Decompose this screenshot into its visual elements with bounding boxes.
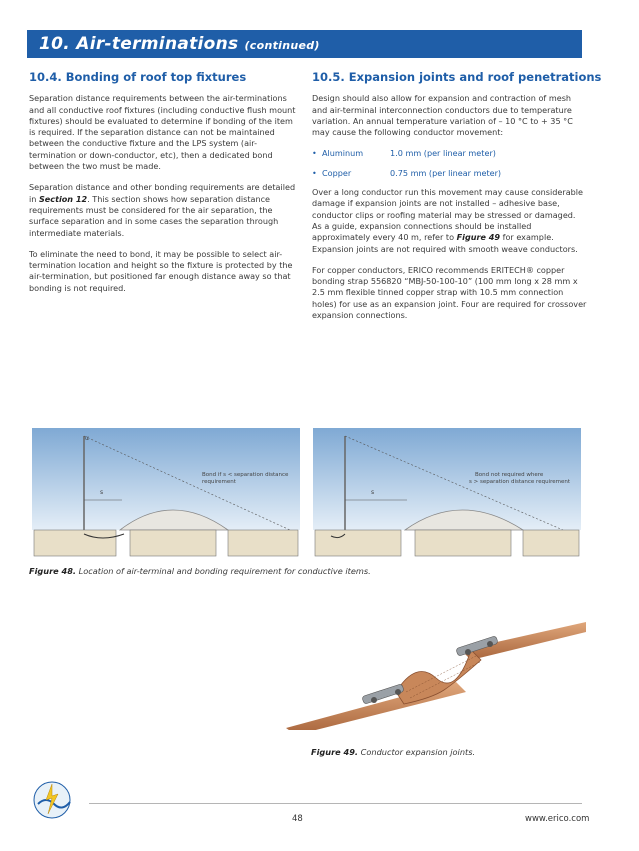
lightning-globe-icon [30,778,74,822]
figure-49-link[interactable]: Figure 49 [456,232,501,243]
roof-block [130,530,216,556]
bolt [395,689,401,695]
figure-48-caption-text: Location of air-terminal and bonding requirement for conductive items. [76,566,371,576]
figure-48-right-diagram [313,428,581,558]
bolt [487,641,493,647]
paragraph-text: Over a long conductor run this movement may cause considerable damage if expansion joints are not installed – adhesive base, conductor clips or roofing material may be stressed or damaged. As a guide, expansion connections should be installed approximately every 40 m, refer to [312,187,584,243]
left-column [29,72,297,304]
bond-label-line-1: Bond if s < separation distance [202,472,289,478]
paragraph-text: for example. Expansion joints are not required with smooth weave conductors. [312,232,578,254]
movement-value: 0.75 mm (per linear meter) [390,167,502,178]
section-title-text: 10. Air-terminations [39,34,239,54]
figure-48-caption-label: Figure 48. [29,566,77,576]
roof-block [228,530,298,556]
movement-value: 1.0 mm (per linear meter) [390,148,496,159]
page-number: 48 [292,814,303,824]
bolt [465,649,471,655]
website-link[interactable]: www.erico.com [525,814,590,824]
paragraph-expansion-2 [312,187,587,255]
roof-block [415,530,511,556]
paragraph-bonding-1: Separation distance requirements between the air-terminations and all conductive roof fixtures (including conductive flush mount fixtures) should be evaluated to determine if bonding of the item is required. If the separation distance can not be maintained between the conductive fixture and the LPS system (air-termination or down-conductor, etc), then a dedicated bond between the two must be made. [29,93,296,172]
bolt [371,697,377,703]
movement-row-copper [312,168,587,179]
angle-label: α [85,435,89,442]
figure-48-caption [29,566,371,576]
material-name: Copper [322,167,352,178]
paragraph-bonding-2 [29,182,297,238]
erico-logo [30,778,74,822]
bullet-icon: • [312,167,317,178]
footer-divider [89,803,582,804]
figure-48-right-svg [313,428,581,558]
bullet-icon: • [312,148,317,159]
paragraph-expansion-3: For copper conductors, ERICO recommends ERITECH® copper bonding strap 556820 “MBJ-50-100-10” (100 mm long x 28 mm x 2.5 mm flexible tinned copper strap with 10.5 mm connection holes) for use as an expansion joint. Four are required for crossover expansion connections. [312,264,587,321]
heading-expansion: 10.5. Expansion joints and roof penetrations [312,70,602,84]
expansion-joint-illustration [286,620,586,730]
no-bond-label-line-1: Bond not required where [475,472,544,478]
no-bond-label-line-2: s > separation distance requirement [469,479,570,485]
right-column [312,70,602,331]
movement-row-aluminum [312,148,587,159]
figure-49-caption-text: Conductor expansion joints. [358,747,476,757]
material-name: Aluminum [322,148,364,159]
figure-49-image [286,620,586,730]
section-banner [27,30,582,58]
paragraph-text: Separation distance and other bonding requirements are detailed in [29,182,296,204]
roof-block [34,530,116,556]
paragraph-bonding-3: To eliminate the need to bond, it may be possible to select air-termination location and height so the fixture is protected by the air-termination, but positioned far enough distance away so that bonding is not required. [29,248,293,293]
separation-label: s [371,489,375,496]
figure-49-caption-label: Figure 49. [311,747,359,757]
bond-label-line-2: requirement [202,479,236,485]
heading-bonding: 10.4. Bonding of roof top fixtures [29,70,247,84]
section-12-link[interactable]: Section 12 [38,193,88,204]
roof-block [315,530,401,556]
paragraph-text: . This section shows how separation distance requirements must be considered for the air separation, the surface separation and in some cases the separation through intermediate materials. [29,193,279,238]
figure-48-left-diagram [32,428,300,558]
figure-49-caption [311,747,475,757]
section-title [39,34,320,54]
paragraph-expansion-1: Design should also allow for expansion and contraction of mesh and air-terminal interconnection conductors due to temperature variation. An annual temperature variation of – 10 °C to + 35 °C may cause the following conductor movement: [312,93,573,138]
figure-48-left-svg [32,428,300,558]
section-subtitle: (continued) [244,39,320,52]
separation-label: s [100,489,104,496]
roof-block [523,530,579,556]
